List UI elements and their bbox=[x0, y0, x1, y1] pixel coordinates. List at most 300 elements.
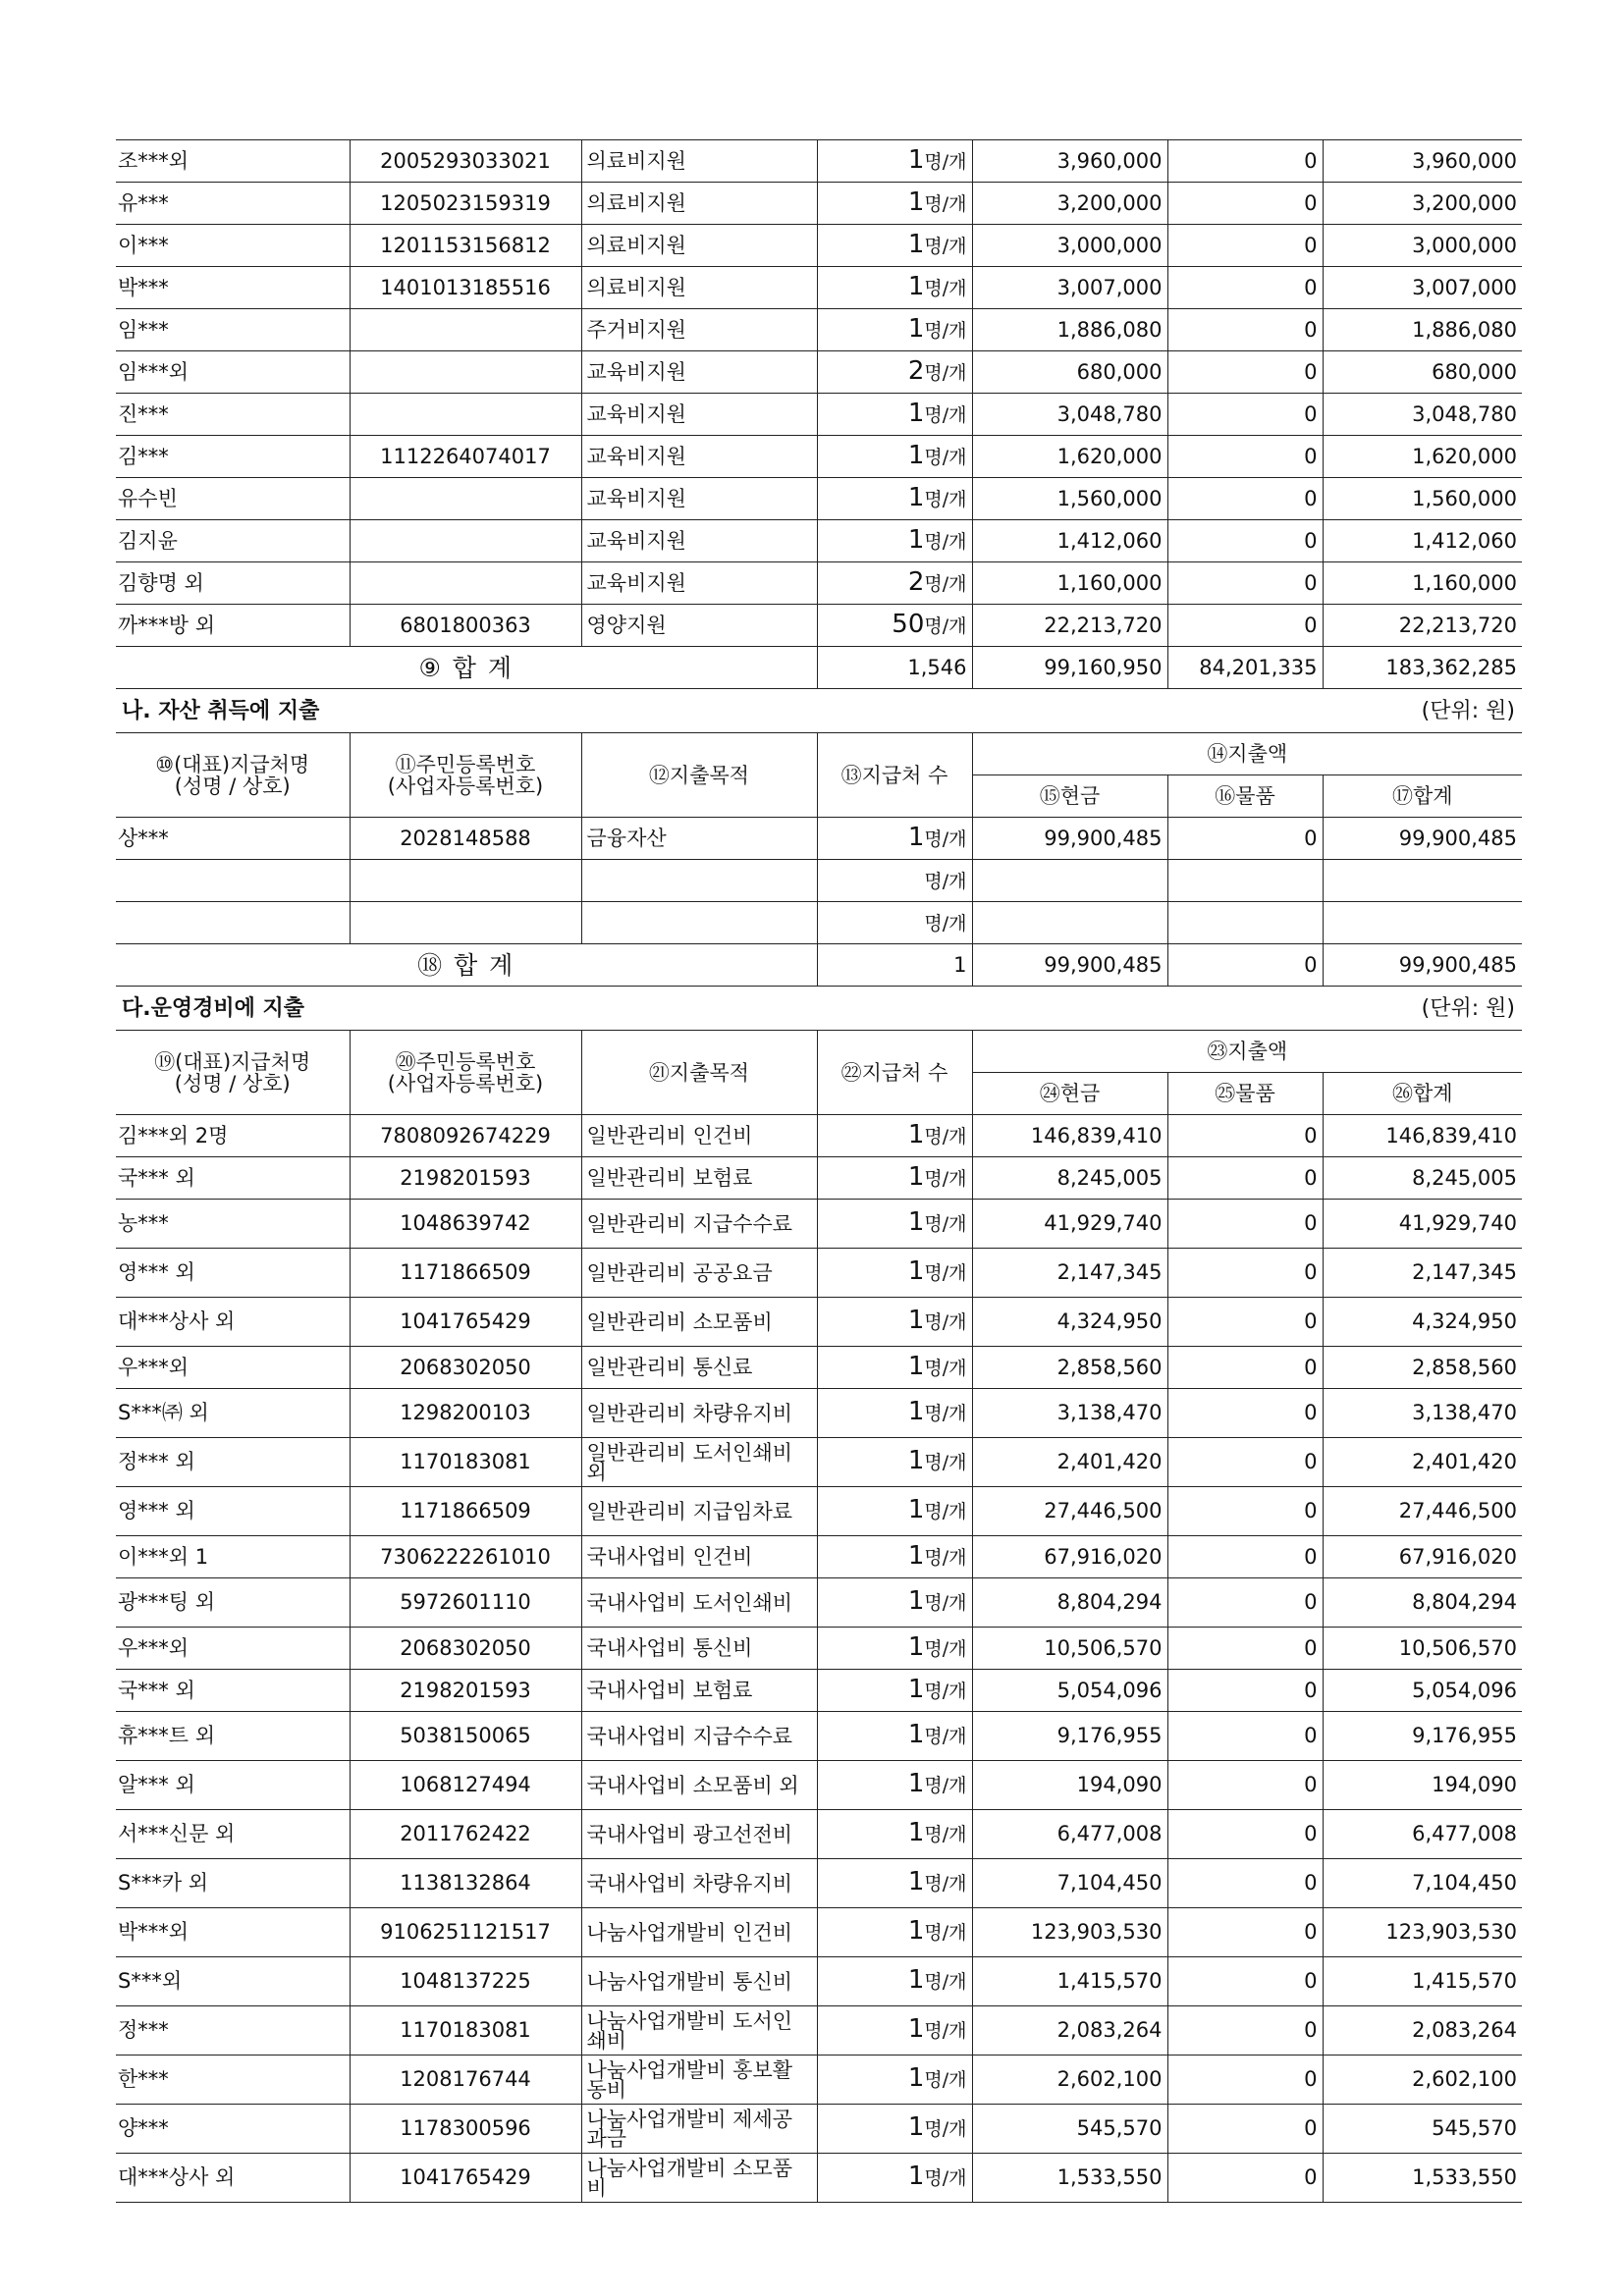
count-unit: 명/개 bbox=[924, 1403, 967, 1424]
payee-count bbox=[817, 562, 972, 605]
payee-name: S***카 외 bbox=[116, 1859, 350, 1908]
header-payee-sub: (성명 / 상호) bbox=[174, 1071, 291, 1095]
payee-name: 알*** 외 bbox=[116, 1761, 350, 1810]
cash-amount: 3,960,000 bbox=[972, 140, 1167, 183]
donation-expenditure-page bbox=[116, 139, 1522, 2203]
goods-amount bbox=[1167, 860, 1323, 902]
header-registration-sub: (사업자등록번호) bbox=[387, 774, 544, 798]
registration-number: 2005293033021 bbox=[350, 140, 581, 183]
goods-amount: 0 bbox=[1167, 225, 1323, 267]
expense-purpose bbox=[581, 1810, 817, 1859]
registration-number: 1048639742 bbox=[350, 1200, 581, 1249]
count-value: 1 bbox=[907, 1916, 925, 1946]
goods-amount: 0 bbox=[1167, 2006, 1323, 2056]
expense-purpose bbox=[581, 309, 817, 351]
expense-purpose bbox=[581, 394, 817, 436]
payee-name: 우***외 bbox=[116, 1628, 350, 1670]
payee-count bbox=[817, 902, 972, 944]
payee-count bbox=[817, 1957, 972, 2006]
goods-amount: 0 bbox=[1167, 436, 1323, 478]
total-amount: 1,620,000 bbox=[1323, 436, 1522, 478]
registration-number bbox=[350, 478, 581, 520]
expense-purpose bbox=[581, 1389, 817, 1438]
table-row bbox=[116, 351, 1522, 394]
count-value: 1 bbox=[907, 1161, 925, 1192]
cash-amount: 3,200,000 bbox=[972, 183, 1167, 225]
registration-number bbox=[350, 520, 581, 562]
table-row bbox=[116, 1908, 1522, 1957]
table-row bbox=[116, 1200, 1522, 1249]
count-unit: 명/개 bbox=[924, 1922, 967, 1944]
purpose-text: 일반관리비 도서인쇄비 외 bbox=[586, 1440, 793, 1484]
payee-name: 대***상사 외 bbox=[116, 2154, 350, 2203]
registration-number bbox=[350, 860, 581, 902]
payee-name: 박***외 bbox=[116, 1908, 350, 1957]
purpose-text: 나눔사업개발비 인건비 bbox=[586, 1920, 793, 1945]
purpose-text: 금융자산 bbox=[586, 826, 667, 850]
payee-name: 양*** bbox=[116, 2105, 350, 2154]
goods-amount: 0 bbox=[1167, 183, 1323, 225]
header-payee-text: ⑲(대표)지급처명 bbox=[154, 1049, 311, 1074]
payee-name: 유*** bbox=[116, 183, 350, 225]
cash-amount: 3,000,000 bbox=[972, 225, 1167, 267]
header-total: ⑰합계 bbox=[1323, 775, 1522, 818]
count-value: 1 bbox=[907, 1965, 925, 1995]
table-row bbox=[116, 309, 1522, 351]
total-amount: 9,176,955 bbox=[1323, 1712, 1522, 1761]
cash-amount: 1,415,570 bbox=[972, 1957, 1167, 2006]
expense-purpose bbox=[581, 1859, 817, 1908]
payee-name: 우***외 bbox=[116, 1347, 350, 1389]
count-unit: 명/개 bbox=[924, 1262, 967, 1284]
expense-purpose bbox=[581, 1712, 817, 1761]
count-value: 1 bbox=[907, 1540, 925, 1571]
table-row bbox=[116, 1628, 1522, 1670]
table-row bbox=[116, 562, 1522, 605]
payee-name: 대***상사 외 bbox=[116, 1298, 350, 1347]
count-unit: 명/개 bbox=[924, 150, 967, 173]
count-unit: 명/개 bbox=[924, 1592, 967, 1614]
count-value: 1 bbox=[907, 1867, 925, 1896]
total-amount: 1,886,080 bbox=[1323, 309, 1522, 351]
registration-number: 1208176744 bbox=[350, 2056, 581, 2105]
count-unit: 명/개 bbox=[924, 912, 967, 934]
goods-amount: 0 bbox=[1167, 140, 1323, 183]
count-value: 1 bbox=[907, 1818, 925, 1847]
purpose-text: 나눔사업개발비 소모품비 bbox=[586, 2156, 793, 2200]
goods-amount: 0 bbox=[1167, 1810, 1323, 1859]
goods-amount: 0 bbox=[1167, 394, 1323, 436]
total-row bbox=[116, 647, 1522, 689]
count-unit: 명/개 bbox=[924, 572, 967, 595]
count-unit: 명/개 bbox=[924, 1213, 967, 1235]
table-row bbox=[116, 605, 1522, 647]
payee-count bbox=[817, 478, 972, 520]
registration-number: 1170183081 bbox=[350, 2006, 581, 2056]
section-title-row bbox=[116, 689, 1522, 733]
expense-purpose bbox=[581, 2056, 817, 2105]
cash-amount: 2,602,100 bbox=[972, 2056, 1167, 2105]
expense-purpose bbox=[581, 267, 817, 309]
goods-amount: 0 bbox=[1167, 520, 1323, 562]
table-row bbox=[116, 902, 1522, 944]
payee-count bbox=[817, 2056, 972, 2105]
total-amount: 7,104,450 bbox=[1323, 1859, 1522, 1908]
cash-amount: 41,929,740 bbox=[972, 1200, 1167, 1249]
count-unit: 명/개 bbox=[924, 614, 967, 637]
cash-amount: 2,083,264 bbox=[972, 2006, 1167, 2056]
expense-purpose bbox=[581, 1298, 817, 1347]
payee-count bbox=[817, 1578, 972, 1628]
expense-purpose bbox=[581, 1487, 817, 1536]
total-amount: 3,048,780 bbox=[1323, 394, 1522, 436]
expense-purpose bbox=[581, 1908, 817, 1957]
header-registration bbox=[350, 733, 581, 818]
registration-number bbox=[350, 351, 581, 394]
count-value: 1 bbox=[907, 2014, 925, 2044]
header-count: ㉒지급처 수 bbox=[817, 1031, 972, 1115]
goods-amount: 0 bbox=[1167, 2105, 1323, 2154]
registration-number: 7306222261010 bbox=[350, 1536, 581, 1578]
payee-name: 조***외 bbox=[116, 140, 350, 183]
header-amount: ⑭지출액 bbox=[972, 733, 1522, 775]
registration-number: 2068302050 bbox=[350, 1347, 581, 1389]
registration-number: 1171866509 bbox=[350, 1487, 581, 1536]
header-goods: ㉕물품 bbox=[1167, 1073, 1323, 1115]
cash-amount: 10,506,570 bbox=[972, 1628, 1167, 1670]
total-amount: 10,506,570 bbox=[1323, 1628, 1522, 1670]
payee-name: 김*** bbox=[116, 436, 350, 478]
table-row bbox=[116, 1115, 1522, 1157]
count-unit: 명/개 bbox=[924, 870, 967, 892]
goods-amount: 0 bbox=[1167, 1712, 1323, 1761]
payee-count bbox=[817, 1908, 972, 1957]
cash-amount: 1,560,000 bbox=[972, 478, 1167, 520]
cash-amount: 123,903,530 bbox=[972, 1908, 1167, 1957]
expense-purpose bbox=[581, 1200, 817, 1249]
purpose-text: 의료비지원 bbox=[586, 148, 686, 173]
payee-name: 김***외 2명 bbox=[116, 1115, 350, 1157]
total-row bbox=[116, 944, 1522, 987]
payee-count bbox=[817, 309, 972, 351]
purpose-text: 나눔사업개발비 홍보활동비 bbox=[586, 2057, 793, 2102]
cash-amount: 4,324,950 bbox=[972, 1298, 1167, 1347]
count-value: 1 bbox=[907, 2112, 925, 2142]
cash-amount: 2,858,560 bbox=[972, 1347, 1167, 1389]
purpose-text: 국내사업비 통신비 bbox=[586, 1635, 753, 1660]
cash-amount: 680,000 bbox=[972, 351, 1167, 394]
expense-purpose bbox=[581, 1115, 817, 1157]
section-title-text: 다.운영경비에 지출 bbox=[122, 995, 305, 1021]
total-amount: 2,401,420 bbox=[1323, 1438, 1522, 1487]
registration-number: 5972601110 bbox=[350, 1578, 581, 1628]
payee-count bbox=[817, 1761, 972, 1810]
expense-purpose bbox=[581, 818, 817, 860]
payee-name: 정*** bbox=[116, 2006, 350, 2056]
goods-amount: 0 bbox=[1167, 2056, 1323, 2105]
header-payee bbox=[116, 733, 350, 818]
payee-name: 국*** 외 bbox=[116, 1670, 350, 1712]
cash-amount: 3,007,000 bbox=[972, 267, 1167, 309]
cash-amount: 6,477,008 bbox=[972, 1810, 1167, 1859]
goods-amount: 0 bbox=[1167, 1249, 1323, 1298]
table-row bbox=[116, 1347, 1522, 1389]
total-amount: 146,839,410 bbox=[1323, 1115, 1522, 1157]
purpose-text: 영양지원 bbox=[586, 613, 667, 637]
cash-amount: 1,886,080 bbox=[972, 309, 1167, 351]
payee-name: 휴***트 외 bbox=[116, 1712, 350, 1761]
expense-purpose bbox=[581, 2105, 817, 2154]
count-unit: 명/개 bbox=[924, 361, 967, 384]
payee-name: 영*** 외 bbox=[116, 1249, 350, 1298]
total-amount: 2,147,345 bbox=[1323, 1249, 1522, 1298]
purpose-text: 국내사업비 소모품비 외 bbox=[586, 1773, 799, 1797]
goods-amount: 0 bbox=[1167, 267, 1323, 309]
cash-amount: 27,446,500 bbox=[972, 1487, 1167, 1536]
count-value: 1 bbox=[907, 1769, 925, 1798]
table-row bbox=[116, 1578, 1522, 1628]
payee-name bbox=[116, 860, 350, 902]
registration-number: 9106251121517 bbox=[350, 1908, 581, 1957]
registration-number: 2011762422 bbox=[350, 1810, 581, 1859]
expense-purpose bbox=[581, 1957, 817, 2006]
section-title bbox=[116, 689, 1522, 733]
expense-purpose bbox=[581, 183, 817, 225]
payee-name: 유수빈 bbox=[116, 478, 350, 520]
purpose-text: 국내사업비 광고선전비 bbox=[586, 1822, 793, 1846]
table-row bbox=[116, 1298, 1522, 1347]
count-value: 1 bbox=[907, 398, 925, 428]
registration-number: 1112264074017 bbox=[350, 436, 581, 478]
count-value: 1 bbox=[907, 1397, 925, 1426]
expense-purpose bbox=[581, 2154, 817, 2203]
cash-amount: 8,804,294 bbox=[972, 1578, 1167, 1628]
count-unit: 명/개 bbox=[924, 1680, 967, 1702]
expense-purpose bbox=[581, 1578, 817, 1628]
payee-name: 한*** bbox=[116, 2056, 350, 2105]
total-count: 1 bbox=[817, 944, 972, 987]
registration-number: 1178300596 bbox=[350, 2105, 581, 2154]
count-unit: 명/개 bbox=[924, 1971, 967, 1993]
cash-amount: 5,054,096 bbox=[972, 1670, 1167, 1712]
total-goods: 84,201,335 bbox=[1167, 647, 1323, 689]
purpose-text: 일반관리비 소모품비 bbox=[586, 1309, 773, 1334]
payee-count bbox=[817, 1670, 972, 1712]
header-purpose: ⑫지출목적 bbox=[581, 733, 817, 818]
count-value: 1 bbox=[907, 822, 925, 852]
registration-number: 1205023159319 bbox=[350, 183, 581, 225]
purpose-text: 일반관리비 공공요금 bbox=[586, 1260, 773, 1285]
count-value: 1 bbox=[907, 1446, 925, 1475]
count-value: 1 bbox=[907, 271, 925, 301]
goods-amount: 0 bbox=[1167, 818, 1323, 860]
table-row bbox=[116, 183, 1522, 225]
registration-number: 1401013185516 bbox=[350, 267, 581, 309]
total-amount: 8,245,005 bbox=[1323, 1157, 1522, 1200]
cash-amount: 1,533,550 bbox=[972, 2154, 1167, 2203]
payee-name: 진*** bbox=[116, 394, 350, 436]
registration-number bbox=[350, 394, 581, 436]
goods-amount: 0 bbox=[1167, 1487, 1323, 1536]
table-row bbox=[116, 140, 1522, 183]
table-row bbox=[116, 1761, 1522, 1810]
count-value: 50 bbox=[892, 609, 925, 639]
cash-amount: 2,401,420 bbox=[972, 1438, 1167, 1487]
goods-amount: 0 bbox=[1167, 1957, 1323, 2006]
count-unit: 명/개 bbox=[924, 488, 967, 510]
total-amount: 3,960,000 bbox=[1323, 140, 1522, 183]
total-amount: 1,412,060 bbox=[1323, 520, 1522, 562]
cash-amount: 2,147,345 bbox=[972, 1249, 1167, 1298]
count-unit: 명/개 bbox=[924, 1125, 967, 1148]
payee-count bbox=[817, 1115, 972, 1157]
payee-count bbox=[817, 818, 972, 860]
count-value: 1 bbox=[907, 187, 925, 217]
header-purpose: ㉑지출목적 bbox=[581, 1031, 817, 1115]
total-amount: 2,858,560 bbox=[1323, 1347, 1522, 1389]
count-unit: 명/개 bbox=[924, 192, 967, 215]
expense-purpose bbox=[581, 140, 817, 183]
goods-amount: 0 bbox=[1167, 1347, 1323, 1389]
total-amount: 2,602,100 bbox=[1323, 2056, 1522, 2105]
total-label: ⑨ 합 계 bbox=[116, 647, 817, 689]
total-amount: 27,446,500 bbox=[1323, 1487, 1522, 1536]
expense-purpose bbox=[581, 605, 817, 647]
table-row bbox=[116, 478, 1522, 520]
cash-amount: 7,104,450 bbox=[972, 1859, 1167, 1908]
count-unit: 명/개 bbox=[924, 2069, 967, 2091]
table-row bbox=[116, 818, 1522, 860]
header-row bbox=[116, 1031, 1522, 1073]
cash-amount: 99,900,485 bbox=[972, 818, 1167, 860]
goods-amount: 0 bbox=[1167, 1670, 1323, 1712]
expense-purpose bbox=[581, 1347, 817, 1389]
registration-number: 6801800363 bbox=[350, 605, 581, 647]
total-count: 1,546 bbox=[817, 647, 972, 689]
count-unit: 명/개 bbox=[924, 1501, 967, 1522]
total-amount: 123,903,530 bbox=[1323, 1908, 1522, 1957]
count-value: 1 bbox=[907, 2162, 925, 2191]
registration-number: 1048137225 bbox=[350, 1957, 581, 2006]
cash-amount: 1,412,060 bbox=[972, 520, 1167, 562]
expense-purpose bbox=[581, 1670, 817, 1712]
registration-number: 1041765429 bbox=[350, 2154, 581, 2203]
goods-amount: 0 bbox=[1167, 1200, 1323, 1249]
cash-amount: 545,570 bbox=[972, 2105, 1167, 2154]
total-label: ⑱ 합 계 bbox=[116, 944, 817, 987]
payee-count bbox=[817, 1298, 972, 1347]
payee-count bbox=[817, 1200, 972, 1249]
header-payee-text: ⑩(대표)지급처명 bbox=[155, 752, 310, 776]
goods-amount bbox=[1167, 902, 1323, 944]
expense-purpose bbox=[581, 351, 817, 394]
purpose-text: 국내사업비 지급수수료 bbox=[586, 1724, 793, 1748]
section-title-text: 나. 자산 취득에 지출 bbox=[122, 698, 320, 723]
payee-count bbox=[817, 1536, 972, 1578]
payee-count bbox=[817, 2006, 972, 2056]
purpose-text: 일반관리비 통신료 bbox=[586, 1355, 753, 1379]
count-value: 1 bbox=[907, 313, 925, 344]
payee-name: 임***외 bbox=[116, 351, 350, 394]
expense-purpose bbox=[581, 478, 817, 520]
goods-amount: 0 bbox=[1167, 1859, 1323, 1908]
payee-name: 이***외 1 bbox=[116, 1536, 350, 1578]
total-amount bbox=[1323, 902, 1522, 944]
payee-count bbox=[817, 2105, 972, 2154]
total-amount: 1,160,000 bbox=[1323, 562, 1522, 605]
header-registration-text: ⑳주민등록번호 bbox=[395, 1049, 536, 1074]
count-unit: 명/개 bbox=[924, 319, 967, 342]
purpose-text: 일반관리비 인건비 bbox=[586, 1123, 753, 1148]
purpose-text: 의료비지원 bbox=[586, 190, 686, 215]
total-amount: 4,324,950 bbox=[1323, 1298, 1522, 1347]
count-unit: 명/개 bbox=[924, 1637, 967, 1660]
table-row bbox=[116, 394, 1522, 436]
count-unit: 명/개 bbox=[924, 2020, 967, 2042]
count-value: 1 bbox=[907, 2063, 925, 2093]
goods-amount: 0 bbox=[1167, 309, 1323, 351]
table-row bbox=[116, 1487, 1522, 1536]
total-amount: 3,007,000 bbox=[1323, 267, 1522, 309]
count-unit: 명/개 bbox=[924, 403, 967, 426]
count-unit: 명/개 bbox=[924, 1546, 967, 1569]
table-row bbox=[116, 2105, 1522, 2154]
cash-amount: 22,213,720 bbox=[972, 605, 1167, 647]
total-amount: 680,000 bbox=[1323, 351, 1522, 394]
table-row bbox=[116, 860, 1522, 902]
registration-number: 7808092674229 bbox=[350, 1115, 581, 1157]
count-unit: 명/개 bbox=[924, 1452, 967, 1473]
total-amount: 22,213,720 bbox=[1323, 605, 1522, 647]
payee-count bbox=[817, 140, 972, 183]
registration-number bbox=[350, 562, 581, 605]
total-amount: 2,083,264 bbox=[1323, 2006, 1522, 2056]
header-payee-sub: (성명 / 상호) bbox=[174, 774, 291, 798]
expense-purpose bbox=[581, 2006, 817, 2056]
total-cash: 99,900,485 bbox=[972, 944, 1167, 987]
count-value: 1 bbox=[907, 1674, 925, 1704]
total-amount: 545,570 bbox=[1323, 2105, 1522, 2154]
expenditure-table bbox=[116, 139, 1522, 2203]
payee-count bbox=[817, 351, 972, 394]
purpose-text: 교육비지원 bbox=[586, 359, 686, 384]
total-amount: 1,415,570 bbox=[1323, 1957, 1522, 2006]
goods-amount: 0 bbox=[1167, 2154, 1323, 2203]
table-row bbox=[116, 267, 1522, 309]
count-value: 1 bbox=[907, 440, 925, 470]
header-amount: ㉓지출액 bbox=[972, 1031, 1522, 1073]
payee-count bbox=[817, 860, 972, 902]
payee-count bbox=[817, 436, 972, 478]
goods-amount: 0 bbox=[1167, 1157, 1323, 1200]
total-amount bbox=[1323, 860, 1522, 902]
table-row bbox=[116, 1957, 1522, 2006]
registration-number: 1041765429 bbox=[350, 1298, 581, 1347]
header-cash: ⑮현금 bbox=[972, 775, 1167, 818]
total-cash: 99,160,950 bbox=[972, 647, 1167, 689]
expense-purpose bbox=[581, 1438, 817, 1487]
count-value: 1 bbox=[907, 144, 925, 175]
payee-name: 까***방 외 bbox=[116, 605, 350, 647]
purpose-text: 나눔사업개발비 도서인쇄비 bbox=[586, 2008, 793, 2053]
payee-name: 박*** bbox=[116, 267, 350, 309]
registration-number: 2068302050 bbox=[350, 1628, 581, 1670]
payee-count bbox=[817, 1389, 972, 1438]
header-registration-text: ⑪주민등록번호 bbox=[395, 752, 536, 776]
total-amount: 1,560,000 bbox=[1323, 478, 1522, 520]
goods-amount: 0 bbox=[1167, 562, 1323, 605]
header-goods: ⑯물품 bbox=[1167, 775, 1323, 818]
